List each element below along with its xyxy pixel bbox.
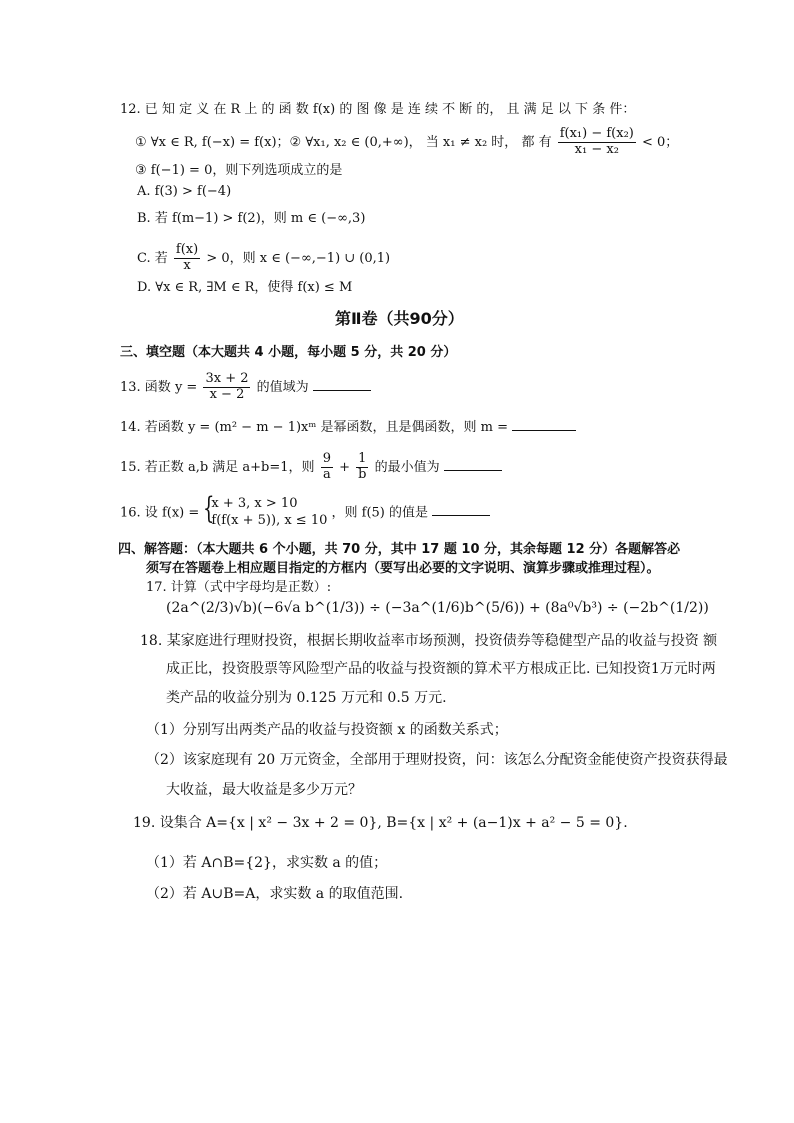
q12-option-c-numerator: f(x) xyxy=(175,242,199,257)
q15-numerator-1: 9 xyxy=(322,451,331,466)
q16-pre: 16. 设 f(x) = xyxy=(120,505,200,521)
q13-numerator: 3x + 2 xyxy=(205,371,249,386)
q12-cond2-numerator: f(x₁) − f(x₂) xyxy=(559,126,634,141)
q13-fraction xyxy=(203,372,250,403)
q13-denominator: x − 2 xyxy=(209,386,245,402)
q19-line1: 19. 设集合 A={x | x² − 3x + 2 = 0}, B={x | x² + (a−1)x + a² − 5 = 0}. xyxy=(133,815,628,831)
q12-option-c xyxy=(137,243,390,274)
q15-fraction-1 xyxy=(321,452,333,483)
q17-title: 17. 计算（式中字母均是正数）: xyxy=(146,580,332,595)
q12-cond3: ③ f(−1) = 0，则下列选项成立的是 xyxy=(135,163,343,178)
q15 xyxy=(120,452,502,483)
q13 xyxy=(120,372,371,403)
q12-cond2-fraction xyxy=(558,127,636,158)
q12-option-c-pre: C. 若 xyxy=(137,250,168,266)
part3-heading: 三、填空题（本大题共 4 小题，每小题 5 分，共 20 分） xyxy=(120,345,457,360)
q12-cond2-tail: < 0； xyxy=(642,134,679,150)
q18-line1: 18. 某家庭进行理财投资，根据长期收益率市场预测，投资债券等稳健型产品的收益与投资 额 xyxy=(140,633,718,649)
q15-plus: + xyxy=(339,459,351,475)
q15-pre: 15. 若正数 a,b 满足 a+b=1，则 xyxy=(120,459,315,475)
q16-piecewise xyxy=(203,491,328,530)
q12-cond2-denominator: x₁ − x₂ xyxy=(574,141,619,157)
q13-pre: 13. 函数 y = xyxy=(120,379,198,395)
part4-heading-line2: 须写在答题卷上相应题目指定的方框内（要写出必要的文字说明、演算步骤或推理过程）。 xyxy=(146,561,660,576)
q18-part1: （1）分别写出两类产品的收益与投资额 x 的函数关系式； xyxy=(146,722,508,738)
q18-line3: 类产品的收益分别为 0.125 万元和 0.5 万元. xyxy=(166,690,447,706)
q14-answer-blank xyxy=(512,418,576,431)
q18-part2-cont: 大收益，最大收益是多少万元？ xyxy=(166,782,362,798)
q17-expression: (2a^(2/3)√b)(−6√a b^(1/3)) ÷ (−3a^(1/6)b^(5/6)) + (8a⁰√b³) ÷ (−2b^(1/2)) xyxy=(166,600,709,616)
q14-text: 14. 若函数 y = (m² − m − 1)xᵐ 是幂函数，且是偶函数，则 m = xyxy=(120,420,513,435)
q19-part2: （2）若 A∪B=A，求实数 a 的取值范围. xyxy=(146,886,404,902)
q15-fraction-2 xyxy=(356,452,368,483)
q12-option-c-fraction xyxy=(174,243,200,274)
q12-conditions-line xyxy=(135,127,678,158)
q16-brace: { xyxy=(203,491,215,526)
q12-option-a: A. f(3) > f(−4) xyxy=(137,184,232,199)
q16 xyxy=(120,491,490,530)
q19-part1: （1）若 A∩B={2}，求实数 a 的值； xyxy=(146,855,388,871)
section2-title: 第Ⅱ卷（共90分） xyxy=(335,309,464,328)
q13-post: 的值域为 xyxy=(256,379,309,395)
q15-numerator-2: 1 xyxy=(356,452,368,468)
q15-denominator-1: a xyxy=(322,466,331,482)
q16-case-2: f(f(x + 5)), x ≤ 10 xyxy=(211,512,328,528)
q12-option-c-post: > 0，则 x ∈ (−∞,−1) ∪ (0,1) xyxy=(206,250,391,266)
q15-answer-blank xyxy=(444,458,502,471)
q12-option-b: B. 若 f(m−1) > f(2)，则 m ∈ (−∞,3) xyxy=(137,211,366,226)
part4-heading-line1: 四、解答题：（本大题共 6 个小题，共 70 分，其中 17 题 10 分，其余每题 12 分）各题解答必 xyxy=(118,542,681,557)
q12-option-c-denominator: x xyxy=(183,257,191,273)
q15-denominator-2: b xyxy=(358,466,367,482)
q12-cond1: ① ∀x ∈ R, f(−x) = f(x)；② ∀x₁, x₂ ∈ (0,+∞)， 当 x₁ ≠ x₂ 时， 都 有 xyxy=(135,134,552,150)
q18-part2: （2）该家庭现有 20 万元资金，全部用于理财投资，问：该怎么分配资金能使资产投资获得最 xyxy=(146,752,728,768)
q16-answer-blank xyxy=(432,503,490,516)
q15-post: 的最小值为 xyxy=(374,459,440,475)
q12-stem: 12. 已 知 定 义 在 R 上 的 函 数 f(x) 的 图 像 是 连 续 不 断 的， 且 满 足 以 下 条 件： xyxy=(120,102,636,117)
q14 xyxy=(120,418,576,436)
q16-case-1: x + 3, x > 10 xyxy=(211,496,298,511)
q12-option-d: D. ∀x ∈ R, ∃M ∈ R，使得 f(x) ≤ M xyxy=(137,280,353,295)
q18-line2: 成正比，投资股票等风险型产品的收益与投资额的算术平方根成正比. 已知投资1万元时两 xyxy=(166,661,716,677)
q16-post: ，则 f(5) 的值是 xyxy=(331,505,429,521)
q13-answer-blank xyxy=(313,378,371,391)
